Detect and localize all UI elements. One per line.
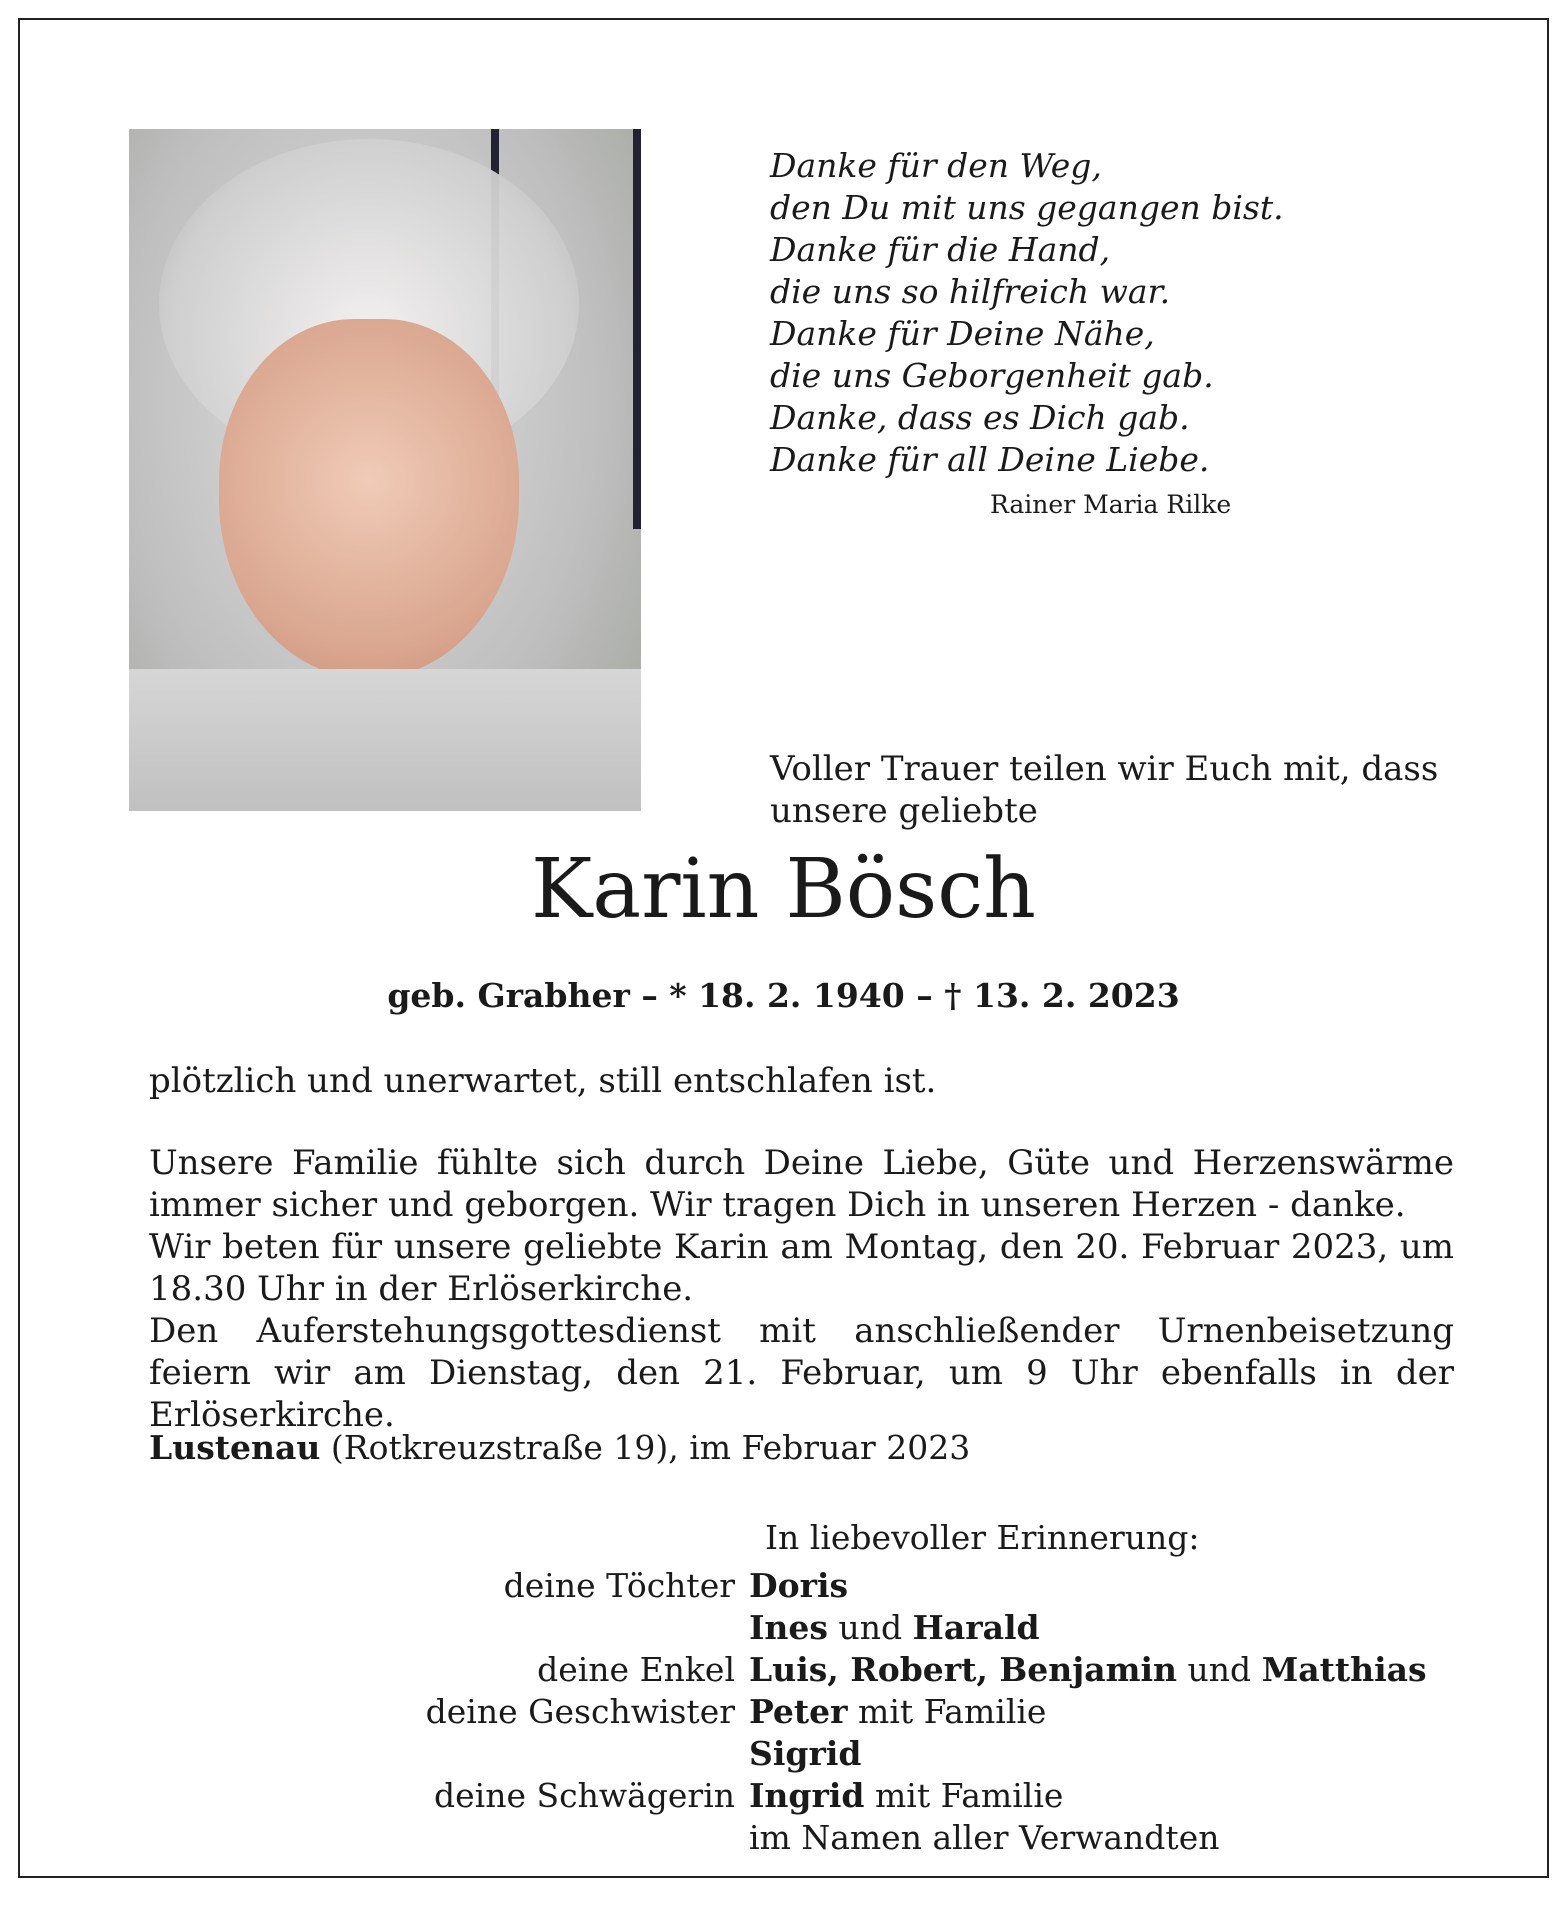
poem-line: die uns Geborgenheit gab. — [770, 356, 1214, 395]
poem — [770, 145, 1284, 481]
body-paragraph: Den Auferstehungsgottesdienst mit anschließender Urnenbeisetzung feiern wir am Dienstag, den 21. Februar, um 9 Uhr ebenfalls in der Erlöserkirche. — [149, 1311, 1454, 1435]
conjunction: und — [828, 1608, 913, 1647]
family-name: Sigrid — [749, 1734, 862, 1773]
deceased-dates: geb. Grabher – * 18. 2. 1940 – † 13. 2. 2023 — [387, 976, 1180, 1015]
family-row — [149, 1649, 1454, 1691]
obituary-page — [18, 18, 1549, 1878]
family-name: Luis, Robert, Benjamin — [749, 1650, 1178, 1689]
intro-text — [770, 748, 1438, 832]
intro-line: unsere geliebte — [770, 791, 1038, 831]
deceased-name: Karin Bösch — [531, 842, 1036, 937]
body-paragraph: Wir beten für unsere geliebte Karin am Montag, den 20. Februar 2023, um 18.30 Uhr in der Erlöserkirche. — [149, 1227, 1454, 1309]
family-name: Matthias — [1261, 1650, 1427, 1689]
relation-label: deine Töchter — [503, 1566, 735, 1605]
body-text — [149, 1060, 1454, 1436]
relation-label: deine Schwägerin — [434, 1776, 735, 1815]
relation-label: deine Geschwister — [425, 1692, 735, 1731]
family-row — [149, 1733, 1454, 1775]
poem-line: den Du mit uns gegangen bist. — [770, 188, 1284, 227]
poem-author: Rainer Maria Rilke — [990, 490, 1232, 519]
portrait-photo — [129, 129, 641, 811]
family-row — [149, 1607, 1454, 1649]
body-paragraph: plötzlich und unerwartet, still entschlafen ist. — [149, 1061, 937, 1101]
coat-shape — [129, 669, 641, 811]
with-family: mit Familie — [864, 1776, 1064, 1815]
address-date: (Rotkreuzstraße 19), im Februar 2023 — [320, 1428, 971, 1467]
closing-line: im Namen aller Verwandten — [749, 1818, 1220, 1857]
poem-line: Danke für die Hand, — [770, 230, 1111, 269]
family-row — [149, 1775, 1454, 1817]
poem-line: Danke für all Deine Liebe. — [770, 440, 1210, 479]
body-paragraph: Unsere Familie fühlte sich durch Deine Liebe, Güte und Herzenswärme immer sicher und geborgen. Wir tragen Dich in unseren Herzen - danke. — [149, 1143, 1454, 1225]
with-family: mit Familie — [847, 1692, 1047, 1731]
poem-line: Danke, dass es Dich gab. — [770, 398, 1190, 437]
family-name: Peter — [749, 1692, 848, 1731]
town-name: Lustenau — [149, 1428, 321, 1467]
relation-label: deine Enkel — [537, 1650, 735, 1689]
poem-line: die uns so hilfreich war. — [770, 272, 1171, 311]
family-row — [149, 1565, 1454, 1607]
memory-heading: In liebevoller Erinnerung: — [765, 1518, 1200, 1557]
family-row — [149, 1817, 1454, 1859]
family-name: Doris — [749, 1566, 849, 1605]
family-name: Ingrid — [749, 1776, 865, 1815]
intro-line: Voller Trauer teilen wir Euch mit, dass — [770, 749, 1439, 789]
family-list — [149, 1565, 1454, 1859]
family-name: Harald — [912, 1608, 1040, 1647]
family-name: Ines — [749, 1608, 829, 1647]
poem-line: Danke für Deine Nähe, — [770, 314, 1155, 353]
face-shape — [219, 319, 519, 679]
place-date-line — [149, 1428, 970, 1467]
family-row — [149, 1691, 1454, 1733]
poem-line: Danke für den Weg, — [770, 146, 1102, 185]
conjunction: und — [1177, 1650, 1262, 1689]
